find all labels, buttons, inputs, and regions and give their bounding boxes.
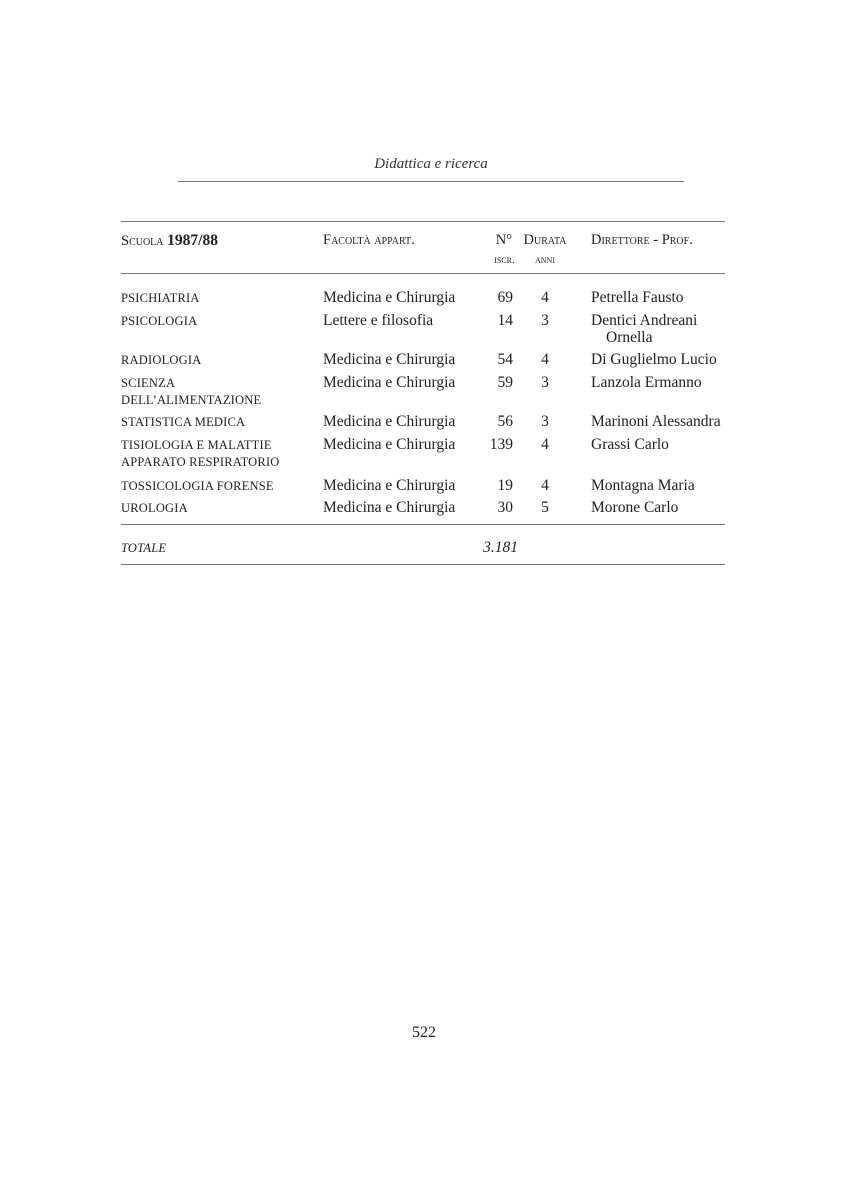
header-year: 1987/88 xyxy=(167,232,218,249)
duration-years: 3 xyxy=(541,413,549,430)
table-bottom-rule xyxy=(121,564,725,565)
director-name: Di Guglielmo Lucio xyxy=(591,351,717,368)
page-number: 522 xyxy=(412,1024,436,1041)
director-name: Montagna Maria xyxy=(591,477,695,494)
header-enrolled: N° xyxy=(495,232,512,248)
enrolled-count: 54 xyxy=(497,351,513,368)
faculty-name: Medicina e Chirurgia xyxy=(323,436,456,453)
school-name: STATISTICA MEDICA xyxy=(121,415,246,429)
school-name: PSICHIATRIA xyxy=(121,291,200,305)
header-school-label: Scuola xyxy=(121,233,164,249)
duration-years: 3 xyxy=(541,312,549,329)
table-top-rule xyxy=(121,221,725,222)
director-name: Ornella xyxy=(606,329,653,346)
faculty-name: Medicina e Chirurgia xyxy=(323,351,456,368)
duration-years: 4 xyxy=(541,289,549,306)
total-top-rule xyxy=(121,524,725,525)
faculty-name: Medicina e Chirurgia xyxy=(323,413,456,430)
duration-years: 3 xyxy=(541,374,549,391)
header-director: Direttore - Prof. xyxy=(591,232,693,248)
header-bottom-rule xyxy=(121,273,725,274)
school-name: RADIOLOGIA xyxy=(121,353,202,367)
director-name: Morone Carlo xyxy=(591,499,679,516)
enrolled-count: 14 xyxy=(497,312,513,329)
faculty-name: Medicina e Chirurgia xyxy=(323,499,456,516)
director-name: Petrella Fausto xyxy=(591,289,684,306)
header-faculty: Facoltà appart. xyxy=(323,232,415,248)
running-head-rule xyxy=(178,181,684,182)
director-name: Grassi Carlo xyxy=(591,436,669,453)
duration-years: 4 xyxy=(541,436,549,453)
total-value: 3.181 xyxy=(483,539,518,556)
school-name: APPARATO RESPIRATORIO xyxy=(121,455,280,469)
enrolled-count: 59 xyxy=(497,374,513,391)
enrolled-count: 56 xyxy=(497,413,513,430)
school-name: TOSSICOLOGIA FORENSE xyxy=(121,479,274,493)
faculty-name: Medicina e Chirurgia xyxy=(323,374,456,391)
running-head: Didattica e ricerca xyxy=(374,156,488,172)
header-enrolled-sub: iscr. xyxy=(494,252,515,266)
director-name: Dentici Andreani xyxy=(591,312,698,329)
enrolled-count: 19 xyxy=(497,477,513,494)
enrolled-count: 139 xyxy=(489,436,513,453)
enrolled-count: 69 xyxy=(497,289,513,306)
school-name: DELL’ALIMENTAZIONE xyxy=(121,393,262,407)
enrolled-count: 30 xyxy=(497,499,513,516)
school-name: TISIOLOGIA E MALATTIE xyxy=(121,438,272,452)
header-duration: Durata xyxy=(523,232,567,248)
faculty-name: Medicina e Chirurgia xyxy=(323,477,456,494)
faculty-name: Lettere e filosofia xyxy=(323,312,434,329)
duration-years: 4 xyxy=(541,477,549,494)
school-name: SCIENZA xyxy=(121,376,176,390)
director-name: Lanzola Ermanno xyxy=(591,374,702,391)
duration-years: 4 xyxy=(541,351,549,368)
header-duration-sub: anni xyxy=(535,252,555,266)
school-name: PSICOLOGIA xyxy=(121,314,198,328)
school-name: UROLOGIA xyxy=(121,501,188,515)
faculty-name: Medicina e Chirurgia xyxy=(323,289,456,306)
duration-years: 5 xyxy=(541,499,549,516)
director-name: Marinoni Alessandra xyxy=(591,413,721,430)
header-school xyxy=(121,232,218,250)
total-label: TOTALE xyxy=(121,541,167,555)
